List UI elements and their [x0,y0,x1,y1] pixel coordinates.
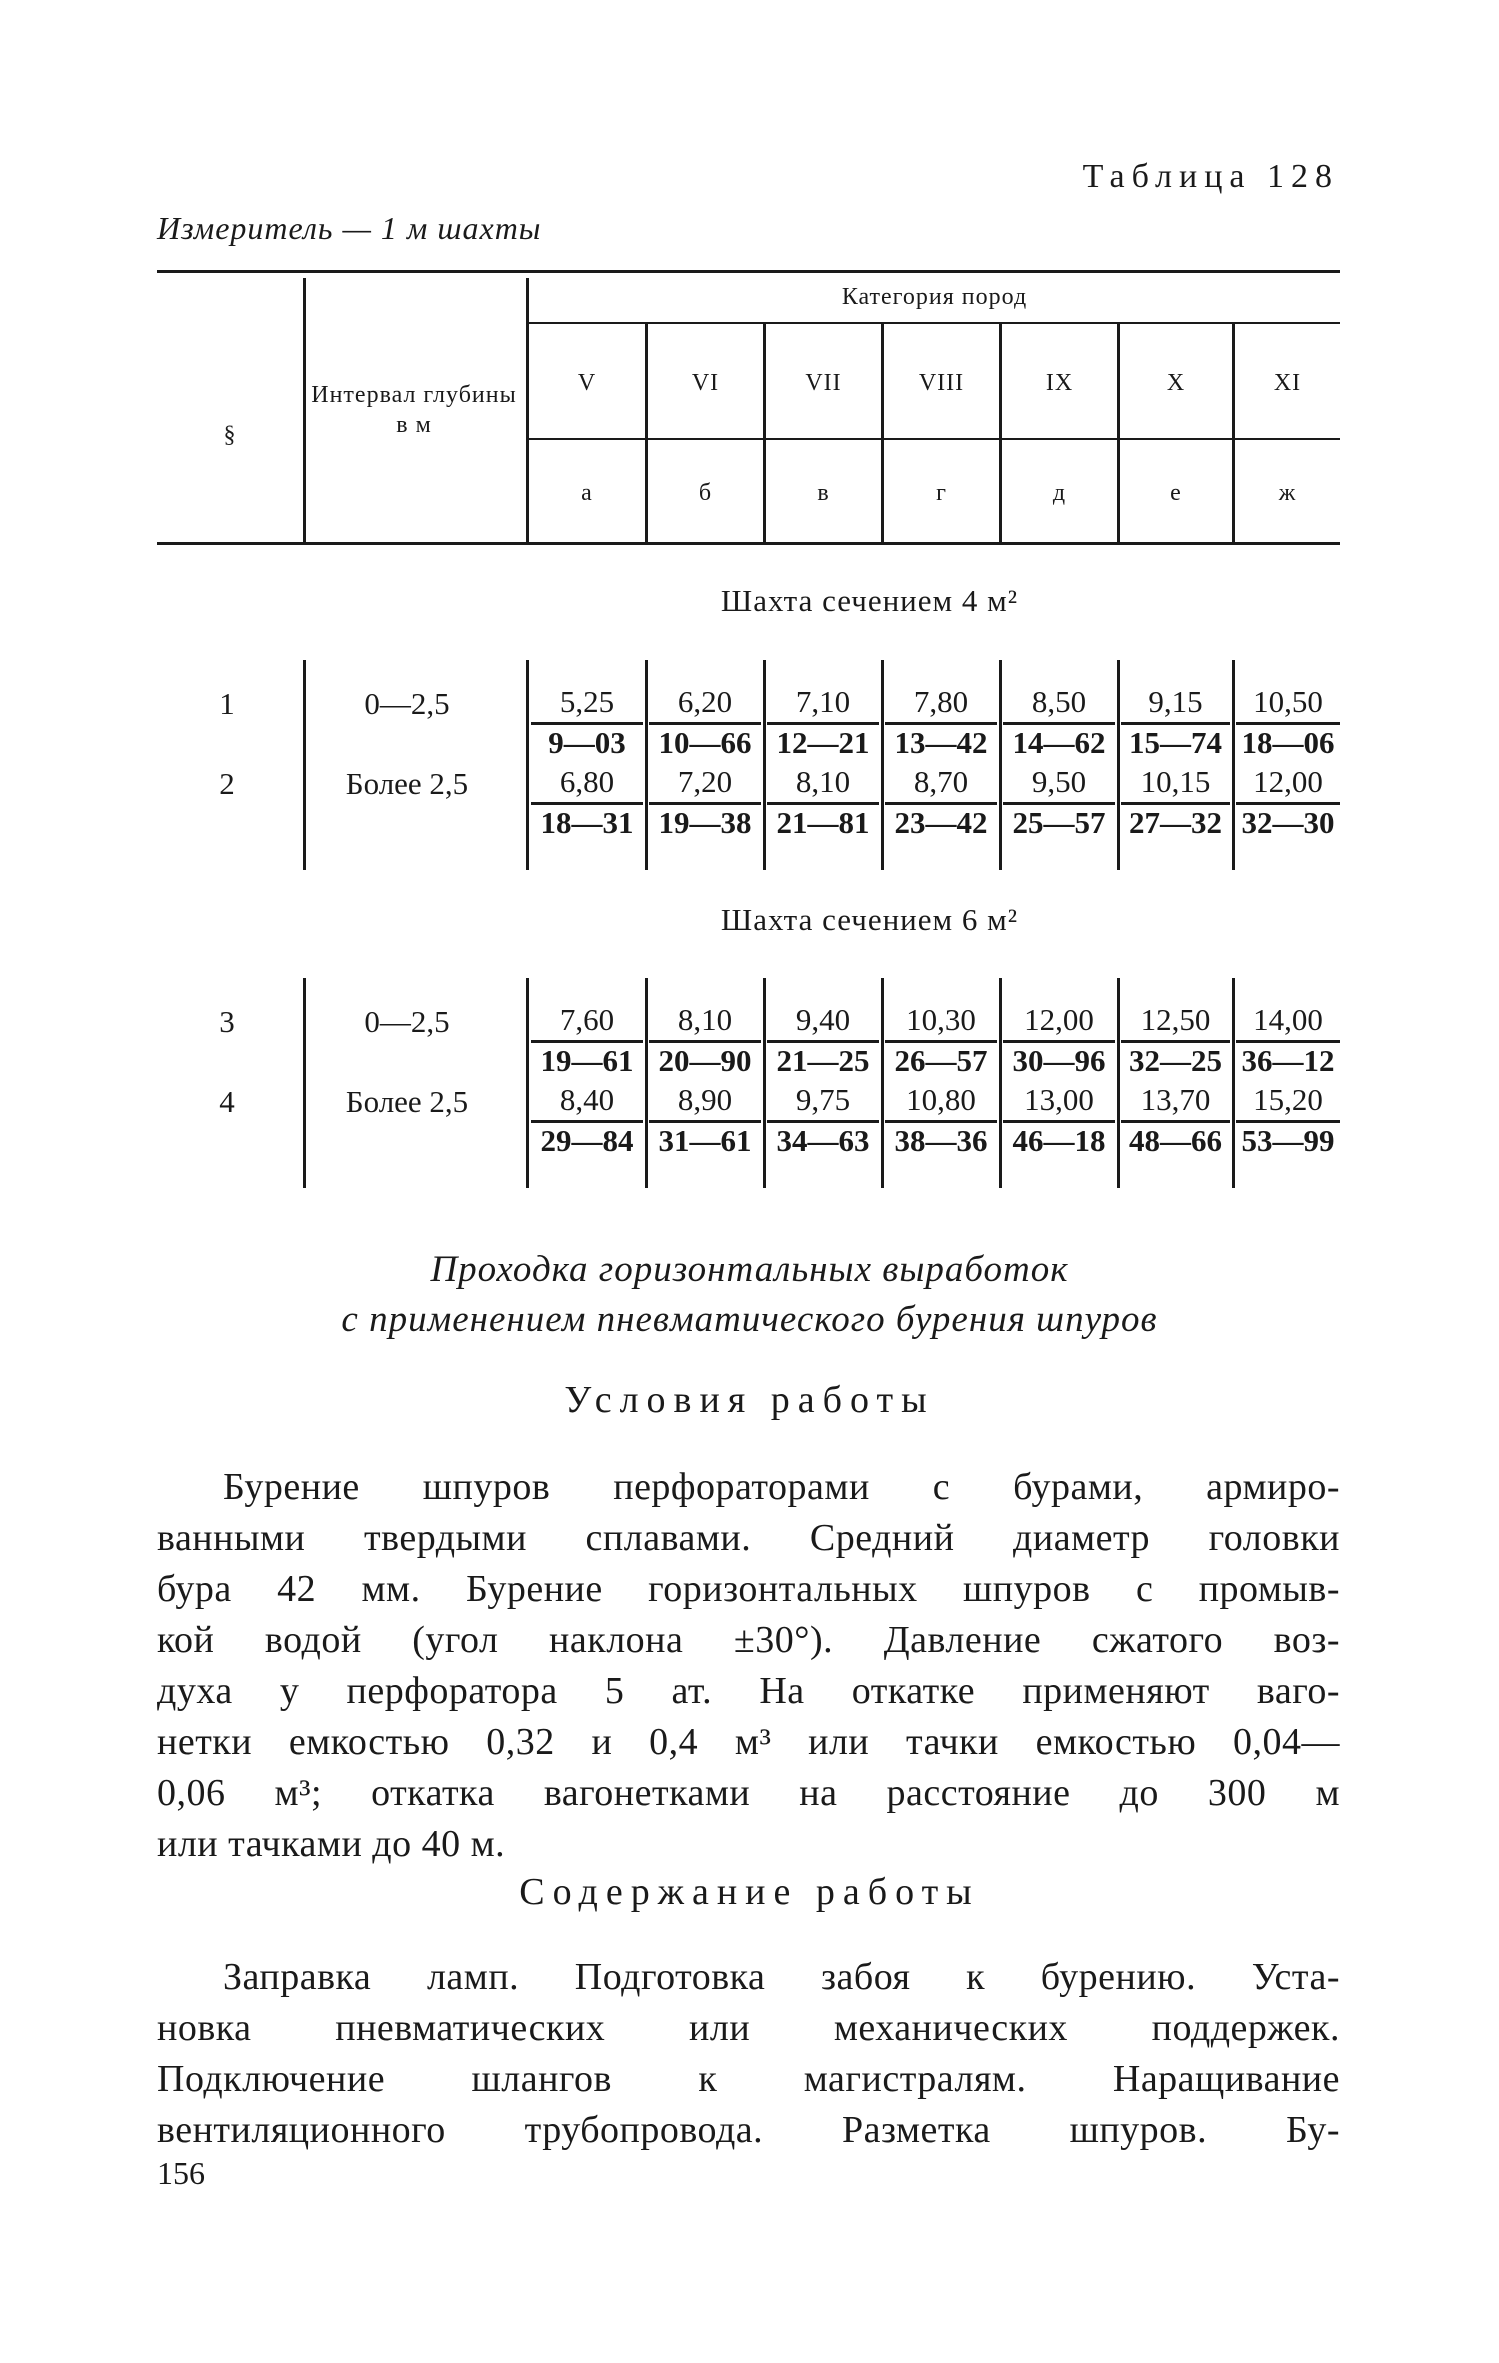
header-letter: ж [1278,480,1297,506]
cost-value: 25—57 [1003,802,1115,841]
block-divider [645,978,648,1188]
value-cell [1121,762,1230,841]
block-divider [999,660,1002,870]
cost-value: 36—12 [1236,1040,1340,1079]
value-cell [1003,682,1115,761]
cost-value: 53—99 [1236,1120,1340,1159]
header-categories-title: Категория пород [841,284,1028,310]
cost-value: 48—66 [1121,1120,1230,1159]
paragraph-line: ванными твердыми сплавами. Средний диаметр головки [157,1517,1340,1559]
norm-value: 6,20 [677,684,733,719]
value-cell [1121,1000,1230,1079]
value-cell [885,1000,997,1079]
row-interval: Более 2,5 [345,1084,469,1119]
value-cell [649,682,761,761]
norm-value: 13,70 [1140,1082,1211,1117]
block-divider [1117,660,1120,870]
value-cell [649,1000,761,1079]
paragraph-line: Бурение шпуров перфораторами с бурами, армиро- [223,1466,1340,1508]
header-category: VII [805,370,842,396]
paragraph-line: новка пневматических или механических поддержек. [157,2007,1340,2049]
cost-value: 14—62 [1003,722,1115,761]
header-letter: д [1052,480,1067,506]
conditions-paragraph [157,1462,1340,1870]
block-divider [881,978,884,1188]
norm-value: 7,60 [559,1002,615,1037]
header-letter: в [817,480,830,506]
value-cell [885,762,997,841]
cost-value: 29—84 [531,1120,643,1159]
norm-value: 8,10 [677,1002,733,1037]
row-number: 4 [219,1084,235,1119]
row-number: 1 [219,686,235,721]
row-number: 3 [219,1004,235,1039]
block-divider [881,660,884,870]
paragraph-line: духа у перфоратора 5 ат. На откатке применяют ваго- [157,1670,1340,1712]
value-cell [531,1000,643,1079]
value-cell [1003,762,1115,841]
cost-value: 12—21 [767,722,879,761]
cost-value: 19—38 [649,802,761,841]
norm-value: 9,40 [795,1002,851,1037]
norm-value: 8,70 [913,764,969,799]
value-cell [1236,762,1340,841]
cost-value: 34—63 [767,1120,879,1159]
header-category: IX [1045,370,1074,396]
block-divider [1232,978,1235,1188]
value-cell [885,682,997,761]
header-rule [528,322,1340,324]
cost-value: 15—74 [1121,722,1230,761]
value-cell [1121,682,1230,761]
header-letter: е [1170,480,1182,506]
cost-value: 30—96 [1003,1040,1115,1079]
norm-value: 10,15 [1140,764,1211,799]
value-cell [1236,682,1340,761]
header-divider [999,324,1002,542]
norm-value: 9,15 [1148,684,1203,719]
block-divider [763,660,766,870]
paragraph-line: Подключение шлангов к магистралям. Наращивание [157,2058,1340,2100]
paragraph-line: 0,06 м³; откатка вагонетками на расстояние до 300 м [157,1772,1340,1814]
header-divider [763,324,766,542]
norm-value: 6,80 [559,764,615,799]
norm-value: 8,40 [559,1082,615,1117]
value-cell [531,682,643,761]
cost-value: 10—66 [649,722,761,761]
value-cell [649,762,761,841]
value-cell [767,682,879,761]
table-header [157,270,1340,545]
header-divider [645,324,648,542]
value-cell [767,762,879,841]
norm-value: 10,80 [906,1082,976,1117]
paragraph-line: или тачками до 40 м. [157,1823,506,1865]
block-divider [303,978,306,1188]
cost-value: 18—06 [1236,722,1340,761]
value-cell [531,762,643,841]
norm-value: 8,10 [795,764,851,799]
header-interval: Интервал глубины в м [311,382,517,438]
norm-value: 9,75 [795,1082,851,1117]
subtitle-line: с применением пневматического бурения шпуров [341,1299,1158,1340]
content-paragraph [157,1952,1340,2156]
conditions-heading: Условия работы [564,1379,935,1421]
page-number: 156 [157,2155,205,2191]
norm-value: 13,00 [1024,1082,1094,1117]
value-cell [1121,1080,1230,1159]
cost-value: 13—42 [885,722,997,761]
header-category: VIII [918,370,965,396]
value-cell [885,1080,997,1159]
cost-value: 19—61 [531,1040,643,1079]
cost-value: 38—36 [885,1120,997,1159]
measure-unit: Измеритель — 1 м шахты [157,210,542,246]
cost-value: 23—42 [885,802,997,841]
norm-value: 10,30 [906,1002,976,1037]
header-top-rule [157,270,1340,273]
header-bottom-rule [157,542,1340,545]
content-heading: Содержание работы [519,1871,980,1913]
paragraph-line: кой водой (угол наклона ±30°). Давление сжатого воз- [157,1619,1340,1661]
table-label: Таблица 128 [1082,158,1339,195]
header-divider [303,278,306,542]
paragraph-line: бура 42 мм. Бурение горизонтальных шпуров с промыв- [157,1568,1340,1610]
header-divider [1232,324,1235,542]
block-divider [645,660,648,870]
norm-value: 9,50 [1031,764,1087,799]
norm-value: 7,10 [795,684,851,719]
row-interval: 0—2,5 [364,686,450,721]
section-caption: Шахта сечением 6 м² [720,902,1019,937]
norm-value: 7,80 [913,684,969,719]
data-block [157,660,1340,870]
value-cell [649,1080,761,1159]
norm-value: 12,00 [1253,764,1323,799]
cost-value: 32—30 [1236,802,1340,841]
header-category: X [1166,370,1186,396]
block-divider [999,978,1002,1188]
header-divider [1117,324,1120,542]
row-number: 2 [219,766,235,801]
cost-value: 32—25 [1121,1040,1230,1079]
block-divider [303,660,306,870]
cost-value: 21—81 [767,802,879,841]
value-cell [767,1080,879,1159]
norm-value: 15,20 [1253,1082,1323,1117]
norm-value: 12,50 [1140,1002,1211,1037]
header-letter: г [936,480,947,506]
norm-value: 14,00 [1253,1002,1323,1037]
header-category: V [577,370,597,396]
header-letter: б [698,480,713,506]
value-cell [531,1080,643,1159]
subtitle-line: Проходка горизонтальных выработок [430,1249,1069,1290]
cost-value: 21—25 [767,1040,879,1079]
data-block [157,978,1340,1188]
header-category: XI [1273,370,1302,396]
cost-value: 9—03 [531,722,643,761]
header-section-symbol: § [223,422,237,448]
cost-value: 31—61 [649,1120,761,1159]
block-divider [1117,978,1120,1188]
cost-value: 18—31 [531,802,643,841]
paragraph-line: Заправка ламп. Подготовка забоя к бурению. Уста- [223,1956,1340,1998]
value-cell [1236,1080,1340,1159]
row-interval: 0—2,5 [364,1004,450,1039]
header-rule [528,438,1340,440]
norm-value: 7,20 [677,764,733,799]
cost-value: 20—90 [649,1040,761,1079]
row-interval: Более 2,5 [345,766,469,801]
norm-value: 12,00 [1024,1002,1094,1037]
value-cell [767,1000,879,1079]
block-divider [1232,660,1235,870]
value-cell [1003,1000,1115,1079]
paragraph-line: нетки емкостью 0,32 и 0,4 м³ или тачки емкостью 0,04— [157,1721,1340,1763]
block-divider [526,660,529,870]
cost-value: 26—57 [885,1040,997,1079]
norm-value: 8,90 [677,1082,733,1117]
paragraph-line: вентиляционного трубопровода. Разметка шпуров. Бу- [157,2109,1340,2151]
section-caption: Шахта сечением 4 м² [720,583,1019,618]
value-cell [1236,1000,1340,1079]
header-letter: а [581,480,593,506]
value-cell [1003,1080,1115,1159]
header-category: VI [691,370,720,396]
cost-value: 46—18 [1003,1120,1115,1159]
block-divider [526,978,529,1188]
norm-value: 8,50 [1031,684,1087,719]
norm-value: 5,25 [559,684,615,719]
norm-value: 10,50 [1253,684,1323,719]
cost-value: 27—32 [1121,802,1230,841]
header-divider [881,324,884,542]
block-divider [763,978,766,1188]
